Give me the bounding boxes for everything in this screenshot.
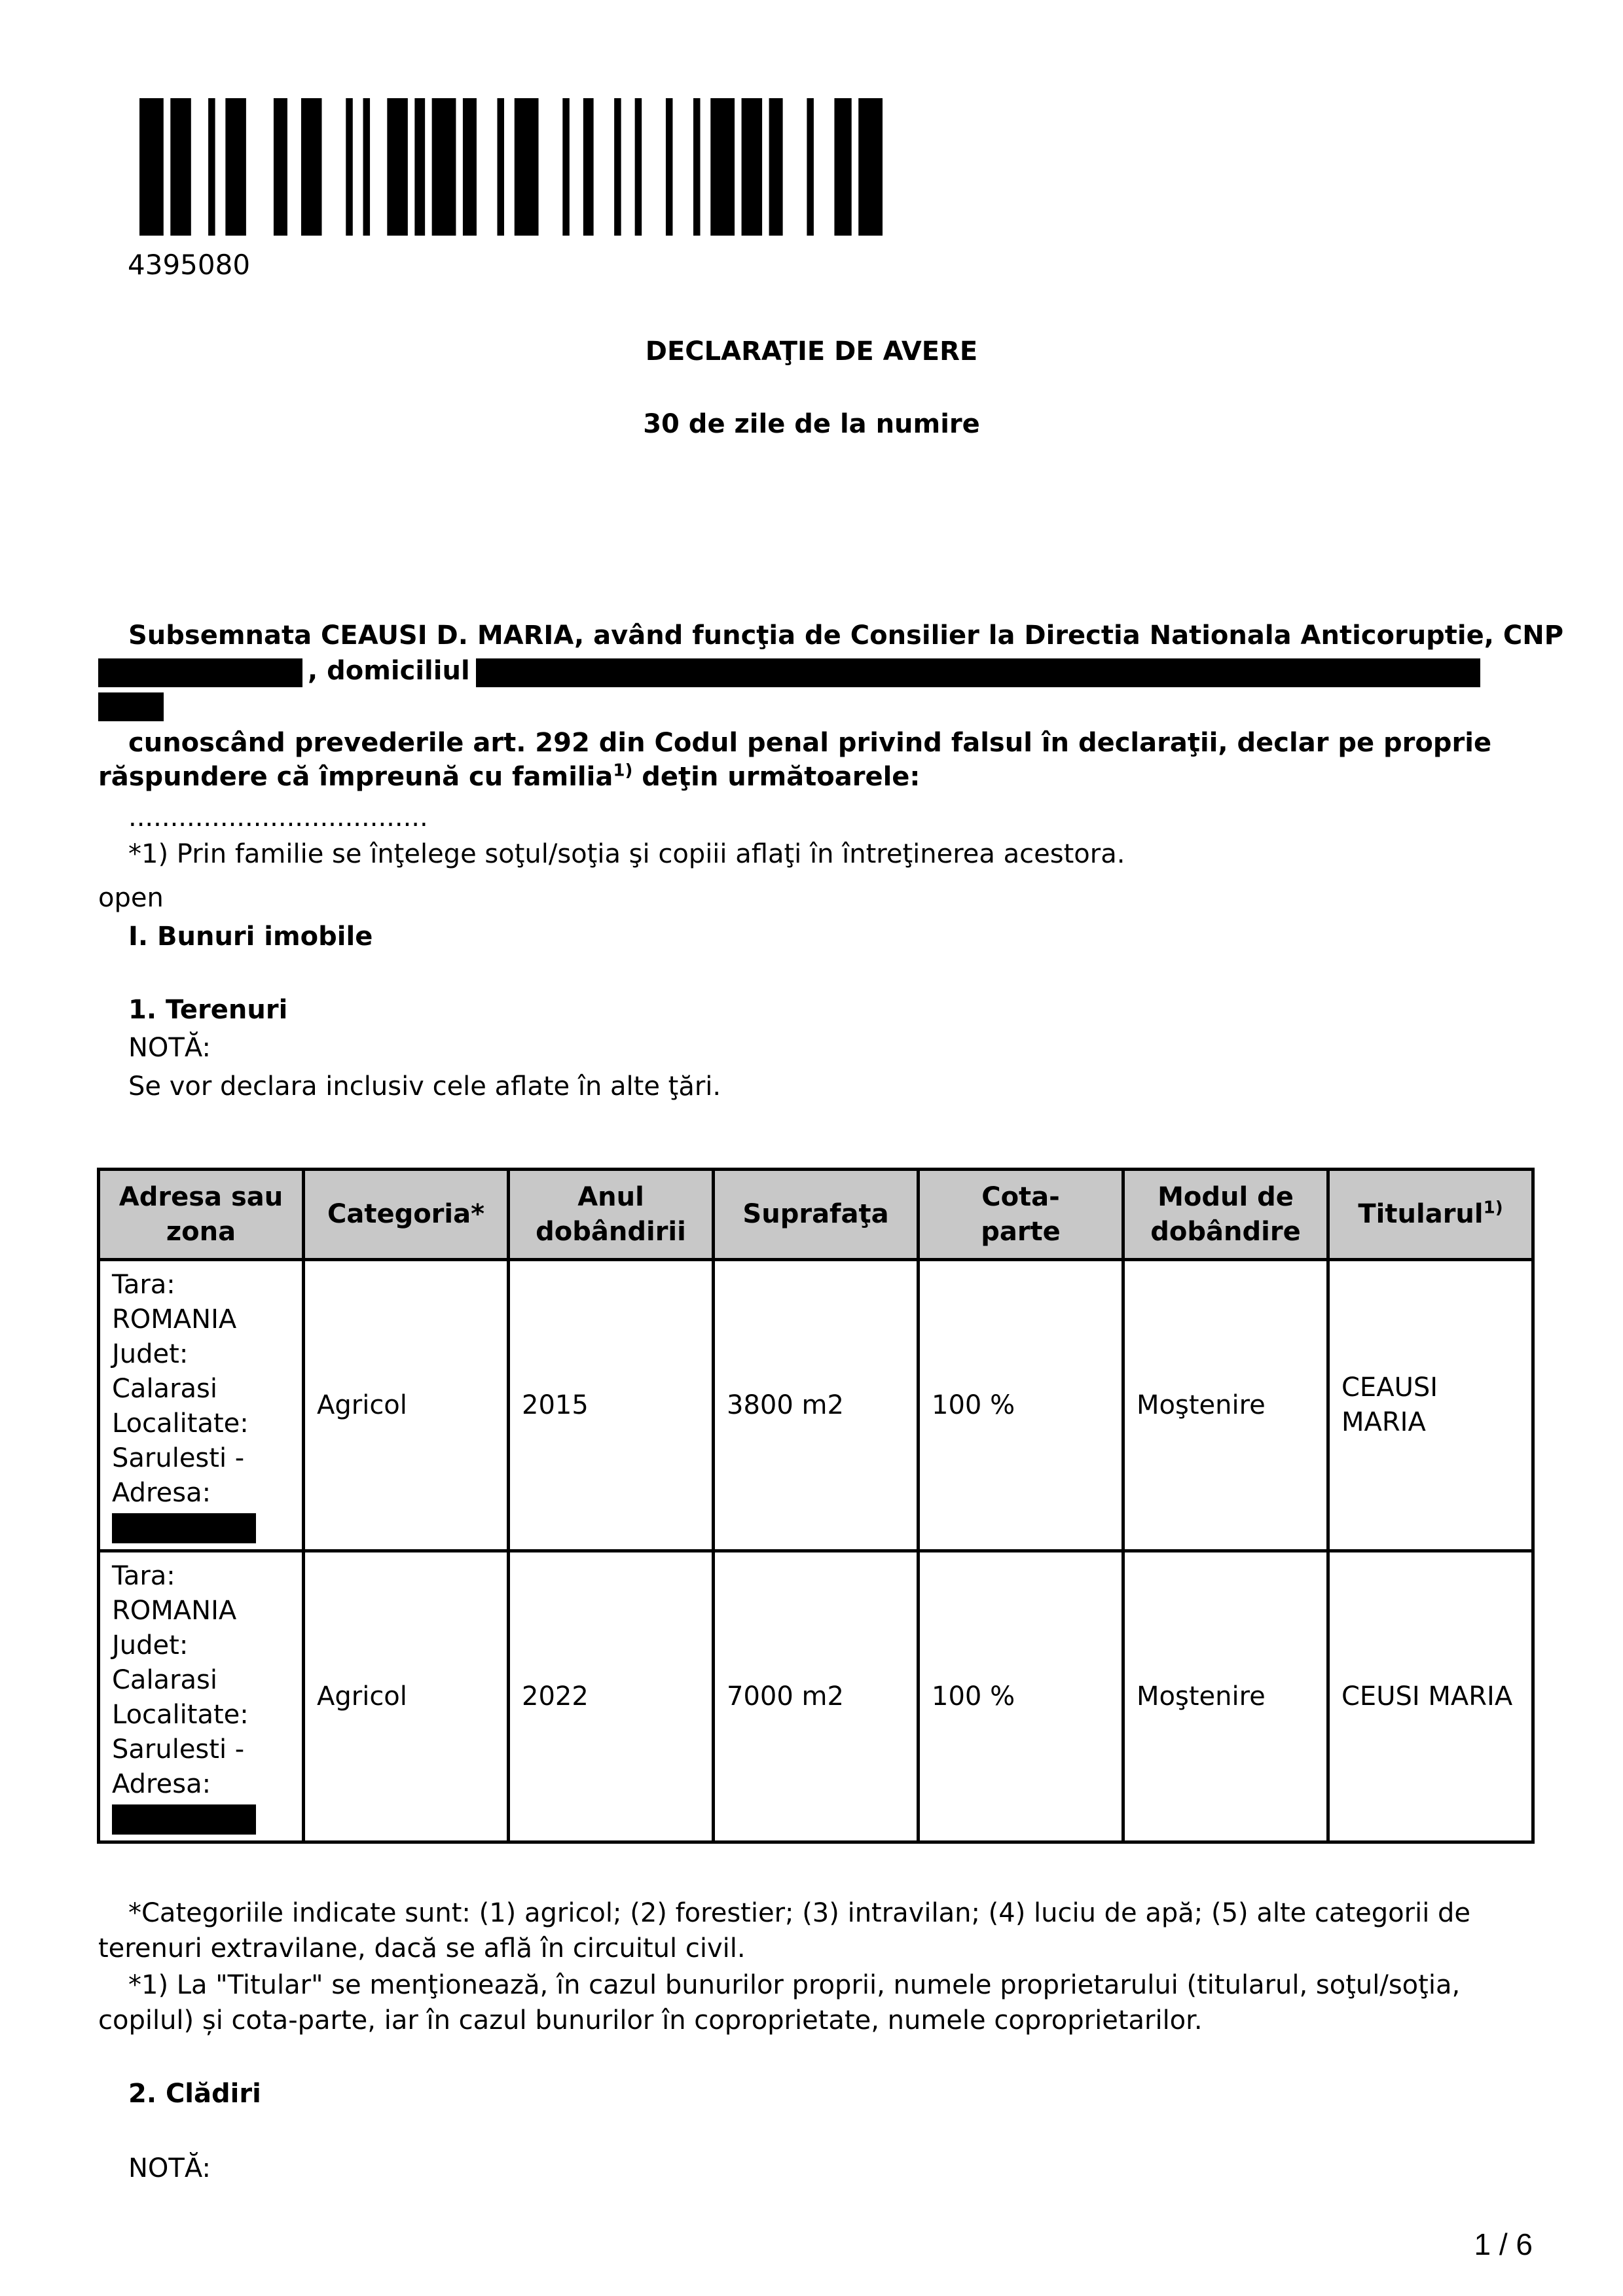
open-label: open — [98, 883, 164, 913]
cell-mode: Moştenire — [1123, 1260, 1328, 1551]
cell-address: Tara: ROMANIA Judet: Calarasi Localitate: Sarulesti - Adresa: — [99, 1551, 304, 1842]
col-header-year: Anul dobândirii — [509, 1170, 714, 1260]
table-row — [99, 1260, 1533, 1551]
domicile-redaction-2 — [98, 692, 164, 721]
family-note: *1) Prin familie se înţelege soţul/soţia şi copiii aflaţi în întreţinerea acestora. — [128, 839, 1125, 869]
barcode-image — [139, 98, 883, 236]
cell-mode: Moştenire — [1123, 1551, 1328, 1842]
note-text: Se vor declara inclusiv cele aflate în alte ţări. — [128, 1071, 721, 1102]
col-header-category: Categoria* — [304, 1170, 509, 1260]
barcode-number: 4395080 — [128, 249, 251, 281]
page-number: 1 / 6 — [1474, 2227, 1533, 2261]
table-row — [99, 1551, 1533, 1842]
col-header-mode: Modul de dobândire — [1123, 1170, 1328, 1260]
table-header-row — [99, 1170, 1533, 1260]
cell-year: 2015 — [509, 1260, 714, 1551]
col-header-address: Adresa sau zona — [99, 1170, 304, 1260]
footnote-titular-2: copilul) și cota-parte, iar în cazul bunurilor în coproprietate, numele coproprietarilor. — [98, 2005, 1203, 2036]
cell-address: Tara: ROMANIA Judet: Calarasi Localitate: Sarulesti - Adresa: — [99, 1260, 304, 1551]
cell-share: 100 % — [919, 1551, 1123, 1842]
col-header-area: Suprafaţa — [714, 1170, 919, 1260]
col-header-share: Cota- parte — [919, 1170, 1123, 1260]
cell-year: 2022 — [509, 1551, 714, 1842]
declarant-line: Subsemnata CEAUSI D. MARIA, având funcţia de Consilier la Directia Nationala Anticoruptie, CNP — [128, 620, 1564, 651]
note-label: NOTĂ: — [128, 1033, 211, 1063]
domicile-redaction — [476, 658, 1480, 687]
footnote-titular-1: *1) La "Titular" se menţionează, în cazul bunurilor proprii, numele proprietarului (titularul, soţul/soţia, — [128, 1970, 1461, 2000]
cell-area: 3800 m2 — [714, 1260, 919, 1551]
col-header-owner: Titularul$^{1)}$ — [1328, 1170, 1533, 1260]
land-table — [97, 1168, 1535, 1844]
section-title-immovables: I. Bunuri imobile — [128, 922, 373, 952]
cell-owner: CEAUSI MARIA — [1328, 1260, 1533, 1551]
domicile-label: , domiciliul — [308, 656, 470, 686]
subsection-title-land: 1. Terenuri — [128, 995, 288, 1025]
address-redaction — [112, 1804, 256, 1835]
cell-area: 7000 m2 — [714, 1551, 919, 1842]
note-label-buildings: NOTĂ: — [128, 2153, 211, 2183]
cell-owner: CEUSI MARIA — [1328, 1551, 1533, 1842]
footnote-categories-1: *Categoriile indicate sunt: (1) agricol; (2) forestier; (3) intravilan; (4) luciu de apă; (5) alte categorii de — [128, 1898, 1471, 1928]
statement-line-1: cunoscând prevederile art. 292 din Codul penal privind falsul în declaraţii, declar pe proprie — [128, 728, 1492, 758]
statement-line-2: răspundere că împreună cu familia$^{1)}$ deţin următoarele: — [98, 761, 921, 792]
document-title: DECLARAŢIE DE AVERE — [645, 336, 978, 367]
cell-share: 100 % — [919, 1260, 1123, 1551]
cnp-redaction — [98, 658, 302, 687]
footnote-categories-2: terenuri extravilane, dacă se află în circuitul civil. — [98, 1933, 746, 1964]
subsection-title-buildings: 2. Clădiri — [128, 2079, 261, 2109]
dotted-line: .................................... — [128, 802, 428, 833]
cell-category: Agricol — [304, 1260, 509, 1551]
address-redaction — [112, 1513, 256, 1543]
document-subtitle: 30 de zile de la numire — [643, 409, 980, 439]
cell-category: Agricol — [304, 1551, 509, 1842]
